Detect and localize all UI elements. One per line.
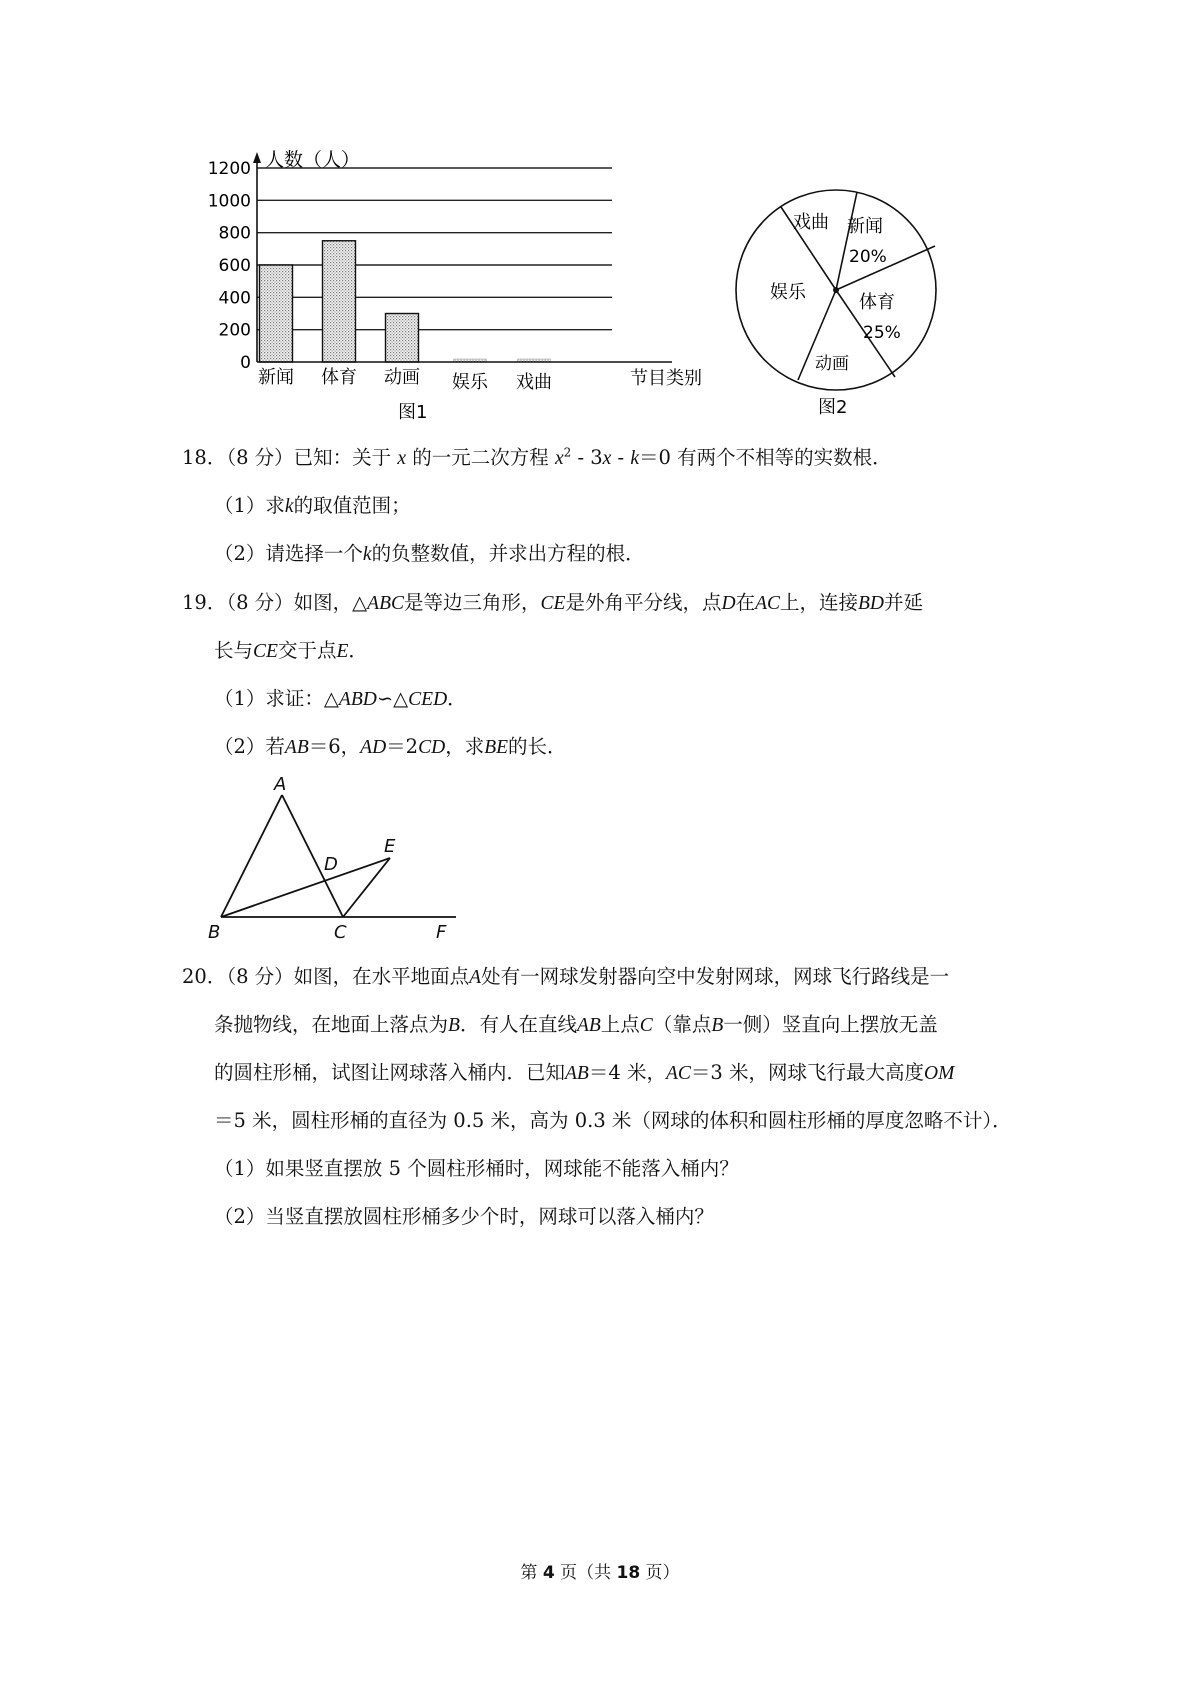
pie-label-sports: 体育 bbox=[859, 292, 895, 313]
q20-part2: （2）当竖直摆放圆柱形桶多少个时，网球可以落入桶内？ bbox=[214, 1205, 714, 1228]
q20-stem-line4: ＝5 米，圆柱形桶的直径为 0.5 米，高为 0.3 米（网球的体积和圆柱形桶的厚度忽略不计）． bbox=[214, 1109, 1012, 1132]
q19-part1: （1）求证：△ABD∽△CED． bbox=[214, 687, 467, 710]
y-tick-label: 800 bbox=[218, 223, 251, 244]
bar-chart-y-ticks bbox=[208, 159, 251, 373]
pie-percent-news: 20% bbox=[849, 247, 887, 267]
y-tick-label: 1000 bbox=[207, 191, 251, 212]
q19-part2: （2）若AB＝6，AD＝2CD，求BE的长． bbox=[214, 735, 567, 758]
eq-k: k bbox=[630, 448, 639, 469]
point-label-a: A bbox=[274, 774, 287, 795]
point-label-e: E bbox=[384, 836, 396, 857]
q20-part1: （1）如果竖直摆放 5 个圆柱形桶时，网球能不能落入桶内？ bbox=[214, 1157, 739, 1180]
point-label-c: C bbox=[334, 922, 347, 943]
point-label-f: F bbox=[436, 922, 447, 943]
y-tick-label: 1200 bbox=[207, 159, 251, 179]
point-label-b: B bbox=[208, 922, 221, 943]
y-tick-label: 400 bbox=[218, 288, 251, 309]
bar-chart-bars bbox=[260, 241, 551, 362]
bar-动画 bbox=[386, 314, 419, 363]
triangle-figure bbox=[200, 770, 480, 945]
q18-head: 18．（8 分）已知：关于 bbox=[182, 446, 392, 469]
bar-chart-gridlines bbox=[257, 168, 612, 330]
x-tick-label: 新闻 bbox=[258, 367, 294, 388]
q18-mid: 的一元二次方程 bbox=[412, 446, 549, 469]
pie-label-animation: 动画 bbox=[815, 354, 849, 374]
eq-x2: x bbox=[602, 448, 612, 469]
y-tick-label: 0 bbox=[240, 353, 251, 373]
x-tick-label: 体育 bbox=[321, 367, 357, 388]
pie-chart bbox=[730, 170, 950, 430]
eq-rest: - 3 bbox=[571, 446, 603, 469]
y-axis-label: 人数（人） bbox=[265, 149, 361, 171]
eq-minus: - bbox=[611, 446, 631, 469]
pie-center bbox=[833, 287, 839, 293]
pie-label-news: 新闻 bbox=[847, 216, 883, 237]
x-axis-label: 节目类别 bbox=[630, 368, 702, 389]
y-tick-label: 600 bbox=[218, 256, 251, 276]
q20-stem-line1: 20．（8 分）如图，在水平地面点A处有一网球发射器向空中发射网球，网球飞行路线是一 bbox=[182, 965, 950, 988]
point-label-d: D bbox=[324, 854, 338, 875]
q18-part1: （1）求k的取值范围； bbox=[214, 494, 411, 517]
bar-chart bbox=[180, 130, 740, 430]
var-x: x bbox=[397, 448, 407, 469]
figure2-caption: 图2 bbox=[818, 397, 848, 418]
bar-chart-x-labels bbox=[258, 367, 552, 393]
eq-x: x bbox=[554, 448, 564, 469]
page-number: 4 bbox=[542, 1563, 555, 1583]
eq-exponent: 2 bbox=[563, 445, 572, 460]
q19-stem-line2: 长与CE交于点E． bbox=[214, 639, 368, 662]
bar-体育 bbox=[323, 241, 356, 362]
q18-stem bbox=[182, 445, 892, 472]
x-tick-label: 戏曲 bbox=[516, 372, 552, 393]
bar-新闻 bbox=[260, 265, 293, 362]
q20-stem-line2: 条抛物线，在地面上落点为B．有人在直线AB上点C（靠点B一侧）竖直向上摆放无盖 bbox=[214, 1013, 938, 1036]
y-axis-arrow bbox=[253, 152, 261, 163]
q20-stem-line3: 的圆柱形桶，试图让网球落入桶内．已知AB＝4 米，AC＝3 米，网球飞行最大高度OM bbox=[214, 1061, 955, 1084]
x-tick-label: 娱乐 bbox=[452, 372, 488, 393]
page-footer: 第 4 页（共 18 页） bbox=[520, 1563, 680, 1583]
q19-stem-line1: 19．（8 分）如图，△ABC是等边三角形，CE是外角平分线，点D在AC上，连接BD并延 bbox=[182, 591, 924, 614]
pie-label-entertainment: 娱乐 bbox=[770, 282, 806, 303]
eq-tail: ＝0 有两个不相等的实数根． bbox=[638, 446, 892, 469]
figure1-caption: 图1 bbox=[398, 402, 428, 423]
y-tick-label: 200 bbox=[218, 320, 251, 341]
x-tick-label: 动画 bbox=[384, 367, 420, 388]
q18-part2: （2）请选择一个k的负整数值，并求出方程的根． bbox=[214, 542, 645, 565]
pie-divider bbox=[836, 192, 857, 290]
total-pages: 18 bbox=[616, 1563, 641, 1583]
pie-label-opera: 戏曲 bbox=[793, 212, 829, 233]
pie-percent-sports: 25% bbox=[863, 323, 901, 343]
